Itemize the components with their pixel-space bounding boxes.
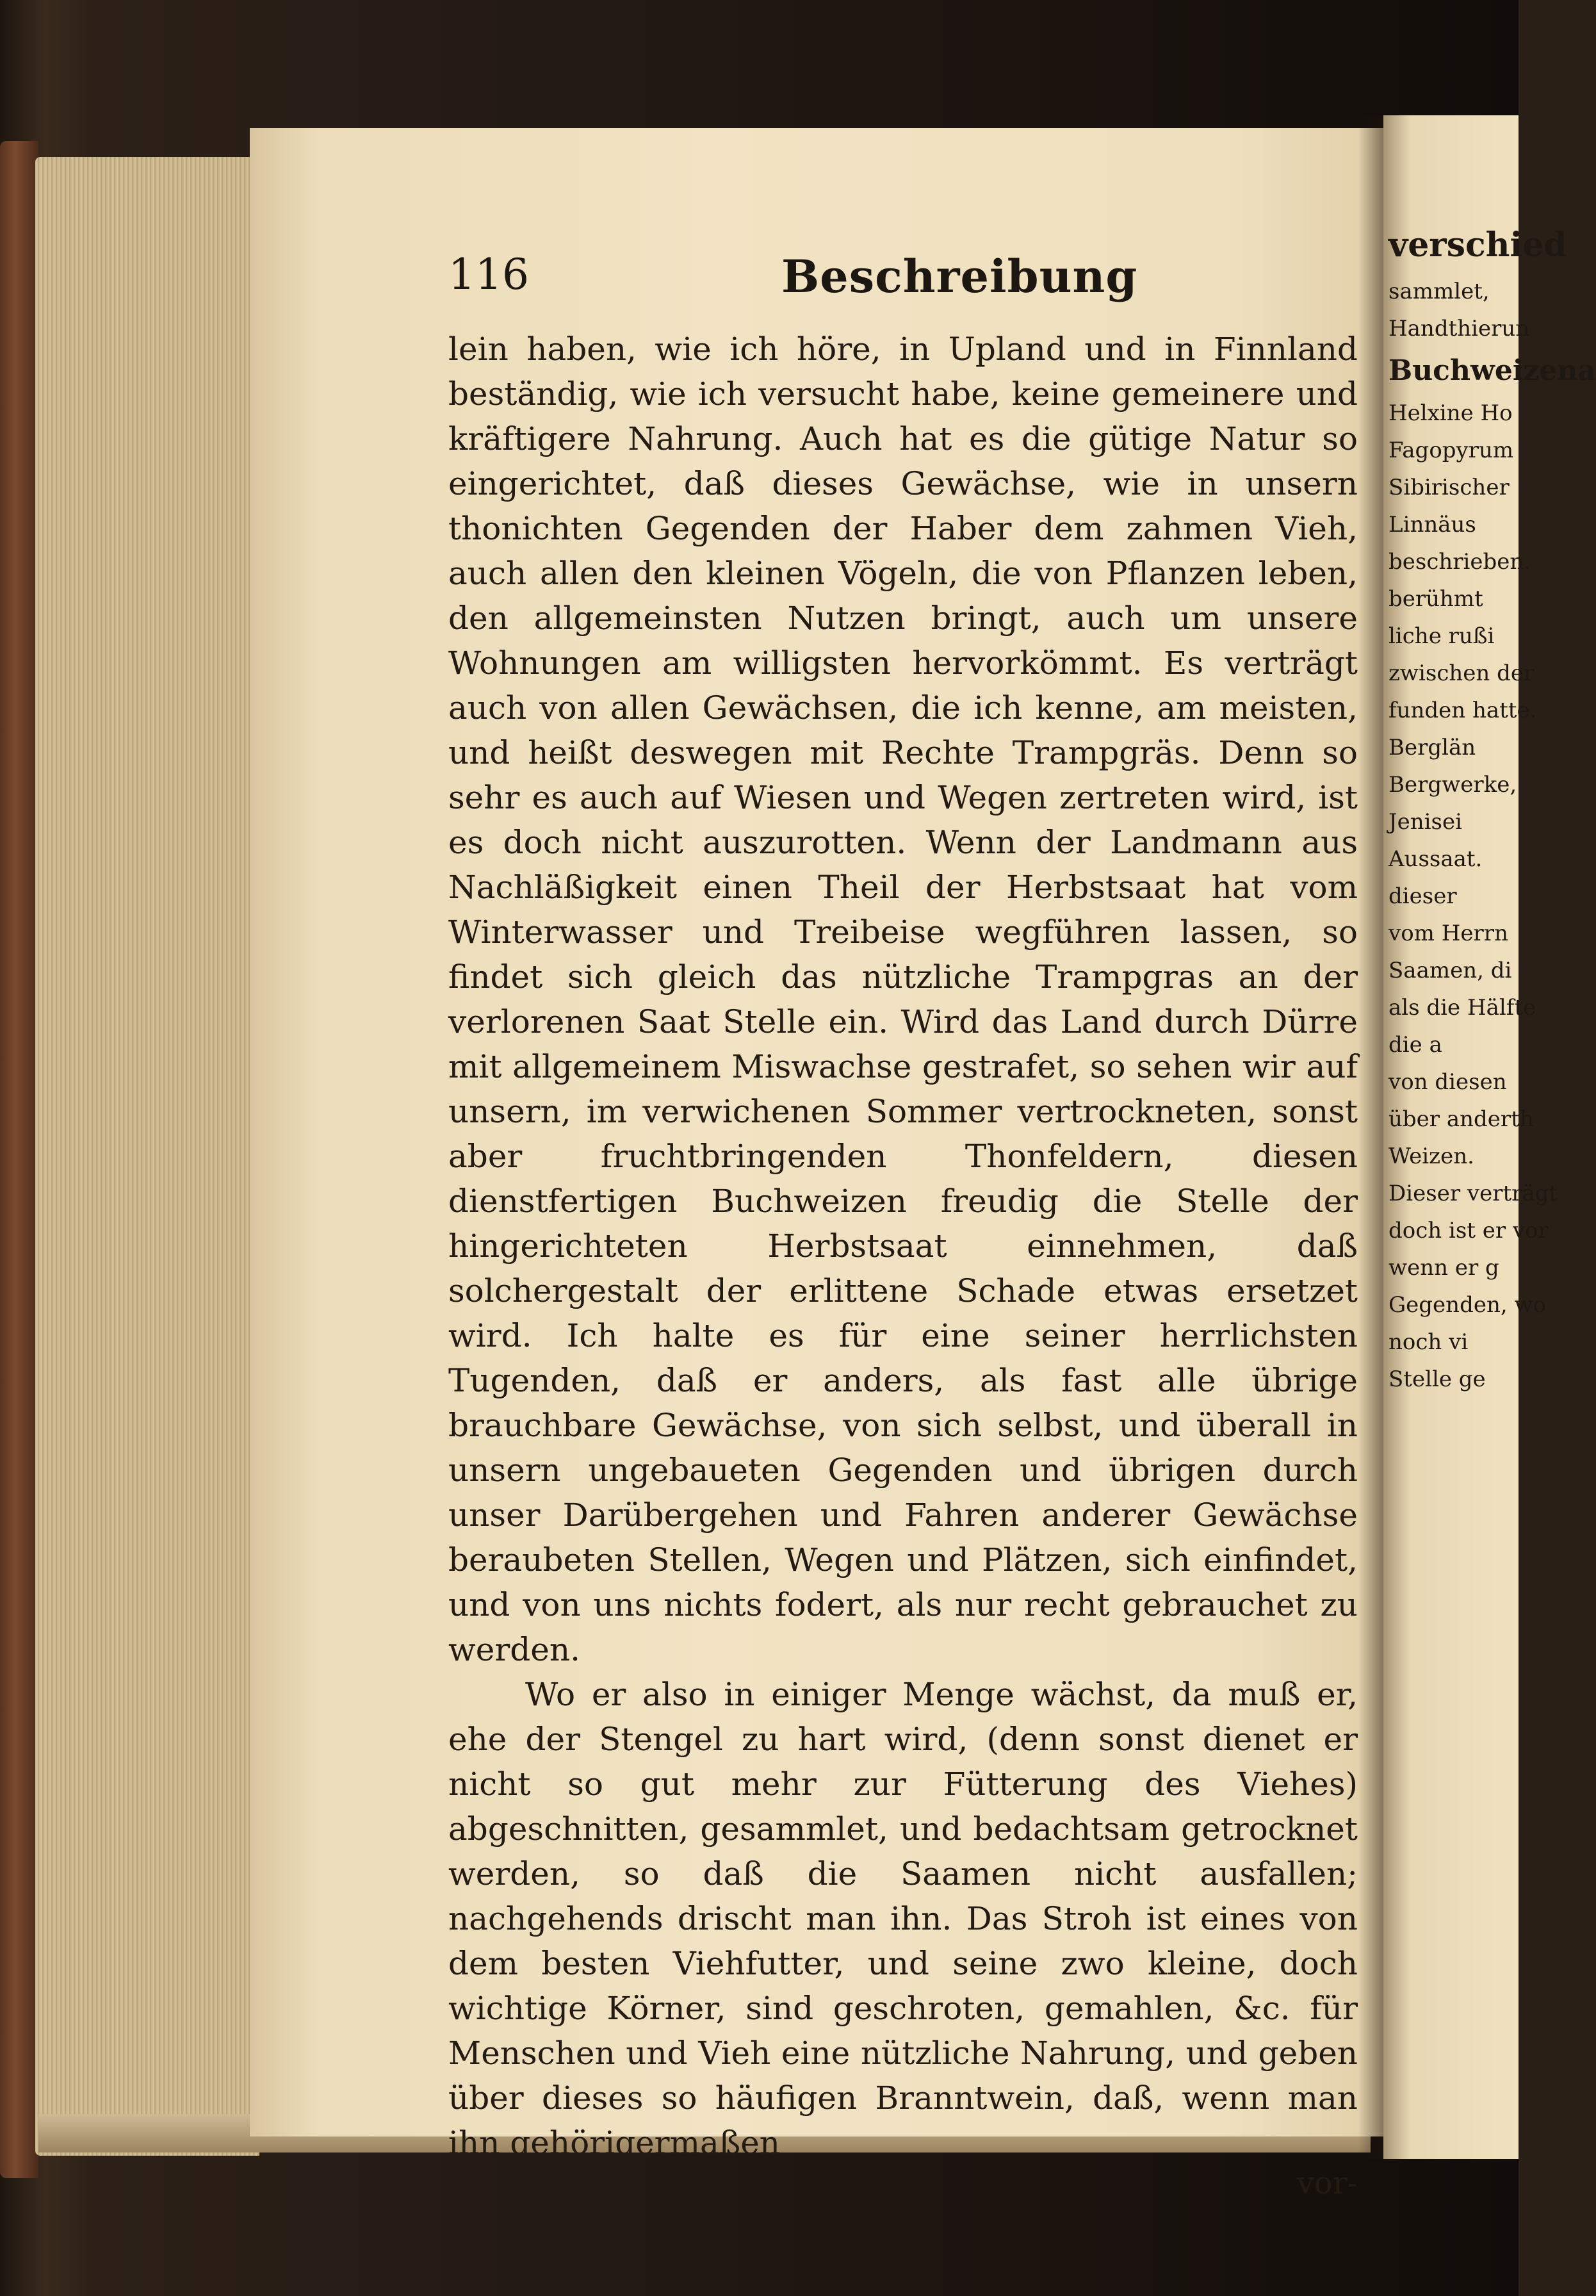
page-content (448, 250, 1358, 2210)
facing-fragment: berühmt (1388, 586, 1483, 612)
facing-fragment: Bergwerke, (1388, 772, 1517, 798)
facing-fragment: als die Hälfte (1388, 995, 1536, 1021)
facing-fragment: vom Herrn (1388, 921, 1508, 946)
facing-fragment: Handthierun (1388, 316, 1530, 341)
body-paragraph-1: lein haben, wie ich höre, in Upland und in Finnland beständig, wie ich versucht habe, keine gemeinere und kräftigere Nahrung. Auch hat es die gütige Natur so eingerichtet, daß dieses Gewächse, wie in unsern thonichten Gegenden der Haber dem zahmen Vieh, auch allen den kleinen Vögeln, die von Pflanzen leben, den allgemeinsten Nutzen bringt, auch um unsere Wohnungen am willigsten hervorkömmt. Es verträgt auch von allen Gewächsen, die ich kenne, am meisten, und heißt deswegen mit Rechte Trampgräs. Denn so sehr es auch auf Wiesen und Wegen zertreten wird, ist es doch nicht auszurotten. Wenn der Landmann aus Nachläßigkeit einen Theil der Herbstsaat hat vom Winterwasser und Treibeise wegführen lassen, so findet sich gleich das nützliche Trampgras an der verlorenen Saat Stelle ein. Wird das Land durch Dürre mit allgemeinem Miswachse gestrafet, so sehen wir auf unsern, im verwichenen Sommer vertrockneten, sonst aber fruchtbringenden Thonfeldern, diesen dienstfertigen Buchweizen freudig die Stelle der hingerichteten Herbstsaat einnehmen, daß solchergestalt der erlittene Schade etwas ersetzet wird. Ich halte es für eine seiner herrlichsten Tugenden, daß er anders, als fast alle übrige brauchbare Gewächse, von sich selbst, und überall in unsern ungebaueten Gegenden und übrigen durch unser Darübergehen und Fahren anderer Gewächse beraubeten Stellen, Wegen und Plätzen, sich einfindet, und von uns nichts fodert, als nur recht gebrauchet zu werden. (448, 331, 1358, 1668)
facing-fragment: Jenisei (1388, 809, 1462, 835)
facing-fragment: funden hatte. (1388, 698, 1537, 723)
facing-fragment: Helxine Ho (1388, 400, 1513, 426)
facing-fragment: Fagopyrum (1388, 438, 1514, 463)
facing-fragment: doch ist er vor (1388, 1218, 1549, 1243)
facing-fragment: Berglän (1388, 735, 1476, 760)
gutter-shadow (1358, 115, 1387, 2159)
page-block-edge (35, 157, 259, 2156)
book-cover-edge (0, 141, 38, 2178)
facing-fragment: Saamen, di (1388, 958, 1512, 983)
page-number: 116 (448, 250, 529, 299)
facing-fragment: Linnäus (1388, 512, 1476, 537)
catchword: vor- (1296, 2165, 1358, 2201)
facing-fragment: noch vi (1388, 1329, 1469, 1355)
facing-fragment: Sibirischer (1388, 475, 1510, 500)
facing-fragment: sammlet, (1388, 279, 1490, 304)
facing-fragment: verschied (1388, 226, 1567, 265)
facing-fragment: über anderth (1388, 1106, 1534, 1132)
facing-page-text (1388, 218, 1596, 1398)
facing-fragment: liche rußi (1388, 623, 1495, 649)
facing-fragment: Gegenden, wo (1388, 1292, 1547, 1318)
page-header (448, 250, 1358, 327)
catchword-line (448, 2165, 1358, 2210)
facing-fragment: Buchweizena (1388, 354, 1596, 387)
facing-fragment: Stelle ge (1388, 1366, 1486, 1392)
facing-fragment: zwischen der (1388, 660, 1535, 686)
facing-fragment: Dieser verträgt (1388, 1181, 1558, 1206)
facing-fragment: dieser (1388, 883, 1457, 909)
facing-fragment: Weizen. (1388, 1144, 1474, 1169)
running-head: Beschreibung (781, 250, 1138, 303)
facing-fragment: wenn er g (1388, 1255, 1499, 1281)
facing-fragment: Aussaat. (1388, 846, 1483, 872)
facing-fragment: die a (1388, 1032, 1442, 1058)
facing-fragment: von diesen (1388, 1069, 1507, 1095)
body-paragraph-2: Wo er also in einiger Menge wächst, da muß er, ehe der Stengel zu hart wird, (denn sonst dienet er nicht so gut mehr zur Fütterung des Viehes) abgeschnitten, gesammlet, und bedachtsam getrocknet werden, so daß die Saamen nicht ausfallen; nachgehends drischt man ihn. Das Stroh ist eines von dem besten Viehfutter, und seine zwo kleine, doch wichtige Körner, sind geschroten, gemahlen, &c. für Menschen und Vieh eine nützliche Nahrung, und geben über dieses so häufigen Branntwein, daß, wenn man ihn gehörigermaßen (448, 1676, 1358, 2161)
facing-fragment: beschrieben. (1388, 549, 1531, 575)
